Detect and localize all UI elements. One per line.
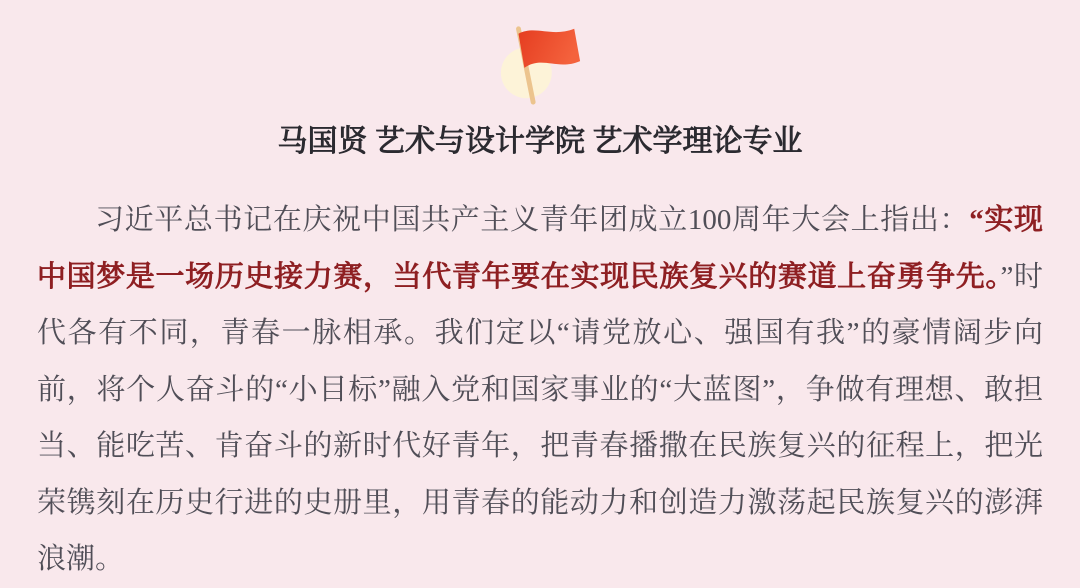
author-title: 马国贤 艺术与设计学院 艺术学理论专业	[277, 125, 803, 158]
paragraph-lead: 习近平总书记在庆祝中国共产主义青年团成立100周年大会上指出：	[95, 204, 970, 236]
red-flag-icon	[0, 0, 1080, 110]
highlight-quote: “实现中国梦是一场历史接力赛，当代青年要在实现民族复兴的赛道上奋勇争先。	[37, 204, 1043, 293]
article-paragraph	[37, 192, 1043, 588]
paragraph-body: ”时代各有不同，青春一脉相承。我们定以“请党放心、强国有我”的豪情阔步向前，将个人奋斗的“小目标”融入党和国家事业的“大蓝图”，争做有理想、敢担当、能吃苦、肯奋斗的新时代好青年，把青春播撒在民族复兴的征程上，把光荣镌刻在历史行进的史册里，用青春的能动力和创造力激荡起民族复兴的澎湃浪潮。	[37, 260, 1043, 575]
